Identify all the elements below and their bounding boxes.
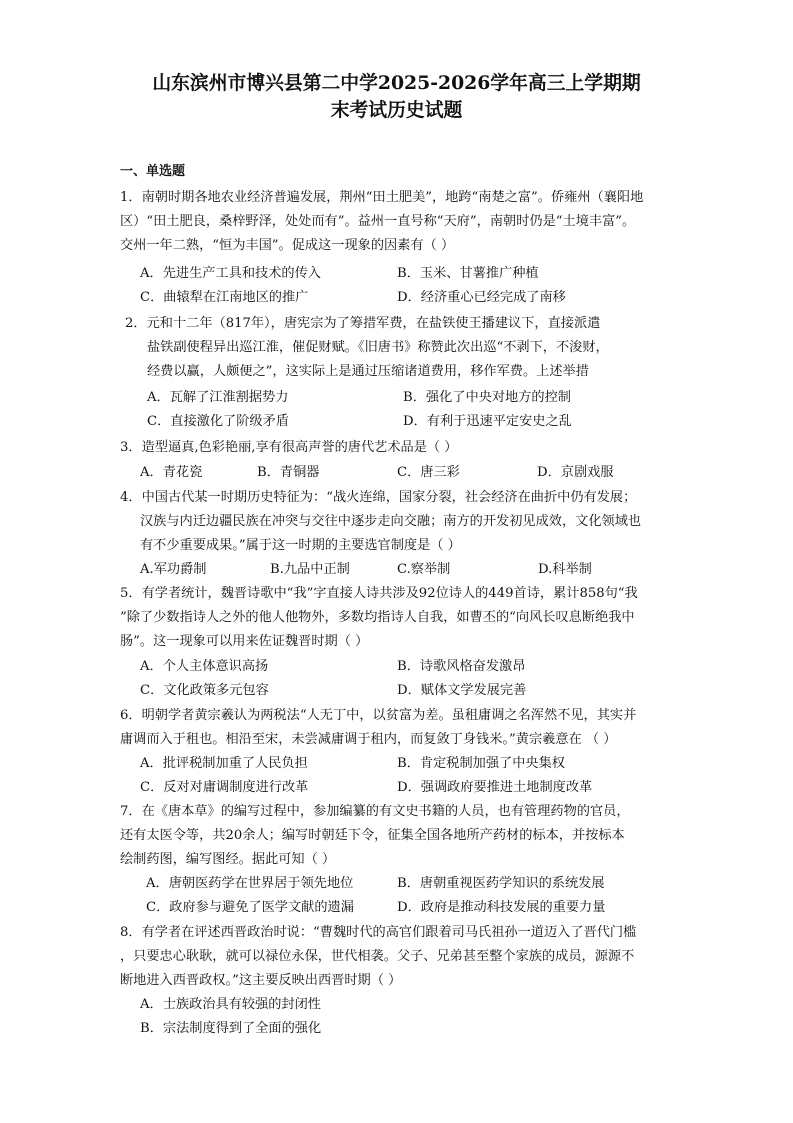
question-5-option-d[interactable]: D．赋体文学发展完善 — [397, 683, 527, 698]
question-1-stem-line-2: 区）“田土肥良，桑梓野泽，处处而有”。益州一直号称“天府”，南朝时仍是“土境丰富”。 — [120, 214, 636, 229]
question-1-option-a[interactable]: A．先进生产工具和技术的传入 — [140, 266, 321, 281]
question-8-option-b[interactable]: B．宗法制度得到了全面的强化 — [140, 1021, 322, 1036]
question-1-stem-line-3: 交州一年二熟，“恒为丰国”。促成这一现象的因素有（ ） — [120, 238, 455, 253]
section-heading: 一、单选题 — [120, 164, 186, 179]
question-8-stem-line-1: 8．有学者在评述西晋政治时说：“曹魏时代的高官们跟着司马氏祖孙一道迈入了晋代门槛 — [120, 925, 637, 940]
question-8-stem-line-2: ，只要忠心耿耿，就可以禄位永保，世代相袭。父子、兄弟甚至整个家族的成员，源源不 — [120, 949, 635, 964]
question-2-stem-line-3: 经费以赢，人颇便之”，这实际上是通过压缩诸道费用，移作军费。上述举措 — [147, 364, 589, 379]
question-8-stem-line-3: 断地进入西晋政权。”这主要反映出西晋时期（ ） — [120, 973, 402, 988]
question-1-stem-line-1: 1．南朝时期各地农业经济普遍发展，荆州“田土肥美”，地跨“南楚之富”。侨雍州（襄阳地 — [120, 190, 644, 205]
question-3-option-c[interactable]: C．唐三彩 — [397, 465, 460, 480]
question-7-stem-line-3: 绘制药图，编写图经。据此可知（ ） — [120, 852, 336, 867]
question-2-option-b[interactable]: B．强化了中央对地方的控制 — [403, 390, 571, 405]
question-3-option-d[interactable]: D．京剧戏服 — [537, 465, 614, 480]
question-8-option-a[interactable]: A．士族政治具有较强的封闭性 — [140, 997, 321, 1012]
question-7-stem-line-1: 7．在《唐本草》的编写过程中，参加编纂的有文史书籍的人员，也有管理药物的官员， — [120, 804, 630, 819]
exam-title-line-2: 末考试历史试题 — [330, 99, 463, 121]
question-6-option-c[interactable]: C．反对对庸调制度进行改革 — [140, 780, 309, 795]
question-6-option-d[interactable]: D．强调政府要推进土地制度改革 — [397, 780, 593, 795]
question-5-stem-line-1: 5．有学者统计，魏晋诗歌中“我”字直接人诗共涉及92位诗人的449首诗，累计858句“我 — [120, 586, 638, 601]
question-2-option-d[interactable]: D．有利于迅速平定安史之乱 — [403, 414, 572, 429]
question-7-option-b[interactable]: B．唐朝重视医药学知识的系统发展 — [397, 876, 605, 891]
question-1-option-c[interactable]: C．曲辕犁在江南地区的推广 — [140, 290, 309, 305]
question-7-stem-line-2: 还有太医令等，共20余人；编写时朝廷下令，征集全国各地所产药材的标本，并按标本 — [120, 828, 625, 843]
question-5-option-b[interactable]: B．诗歌风格奋发激昂 — [397, 659, 526, 674]
exam-title-line-1: 山东滨州市博兴县第二中学2025-2026学年高三上学期期 — [152, 72, 641, 94]
question-2-option-c[interactable]: C．直接激化了阶级矛盾 — [147, 414, 289, 429]
question-7-option-a[interactable]: A．唐朝医药学在世界居于领先地位 — [146, 876, 354, 891]
question-5-stem-line-3: 肠”。这一现象可以用来佐证魏晋时期（ ） — [120, 634, 369, 649]
question-2-stem-line-1: 2．元和十二年（817年），唐宪宗为了筹措军费，在盐铁使王播建议下，直接派遣 — [125, 316, 601, 331]
question-4-stem-line-3: 有不少重要成果。”属于这一时期的主要选官制度是（ ） — [140, 538, 461, 553]
question-6-stem-line-2: 庸调而入于租也。相沿至宋，未尝减庸调于租内，而复敛丁身钱米。”黄宗羲意在 （ ） — [120, 732, 617, 747]
question-7-option-c[interactable]: C．政府参与避免了医学文献的遗漏 — [146, 900, 354, 915]
question-6-stem-line-1: 6．明朝学者黄宗羲认为两税法“人无丁中，以贫富为差。虽租庸调之名浑然不见，其实并 — [120, 708, 637, 723]
question-2-option-a[interactable]: A．瓦解了江淮割据势力 — [147, 390, 289, 405]
question-5-option-c[interactable]: C．文化政策多元包容 — [140, 683, 269, 698]
question-4-stem-line-1: 4．中国古代某一时期历史特征为：“战火连绵，国家分裂，社会经济在曲折中仍有发展； — [120, 490, 637, 505]
question-2-stem-line-2: 盐铁副使程异出巡江淮，催促财赋。《旧唐书》称赞此次出巡“不剥下，不浚财， — [147, 340, 609, 355]
question-7-option-d[interactable]: D．政府是推动科技发展的重要力量 — [397, 900, 606, 915]
question-5-option-a[interactable]: A．个人主体意识高扬 — [140, 659, 269, 674]
question-5-stem-line-2: ”除了少数指诗人之外的他人他物外，多数均指诗人自我，如曹丕的“向风长叹息断绝我中 — [120, 610, 635, 625]
question-3-option-b[interactable]: B．青铜器 — [257, 465, 320, 480]
question-3-stem-line-1: 3．造型逼真,色彩艳丽,享有很高声誉的唐代艺术品是（ ） — [120, 440, 458, 455]
question-1-option-b[interactable]: B．玉米、甘薯推广种植 — [397, 266, 539, 281]
question-6-option-a[interactable]: A．批评税制加重了人民负担 — [140, 756, 308, 771]
question-1-option-d[interactable]: D．经济重心已经完成了南移 — [397, 290, 566, 305]
question-4-option-a[interactable]: A.军功爵制 — [140, 562, 207, 577]
question-4-stem-line-2: 汉族与内迁边疆民族在冲突与交往中逐步走向交融；南方的开发初见成效，文化领域也 — [140, 514, 642, 529]
question-4-option-c[interactable]: C.察举制 — [397, 562, 451, 577]
question-3-option-a[interactable]: A．青花瓷 — [140, 465, 203, 480]
question-6-option-b[interactable]: B．肯定税制加强了中央集权 — [397, 756, 565, 771]
question-4-option-d[interactable]: D.科举制 — [538, 562, 592, 577]
question-4-option-b[interactable]: B.九品中正制 — [270, 562, 350, 577]
